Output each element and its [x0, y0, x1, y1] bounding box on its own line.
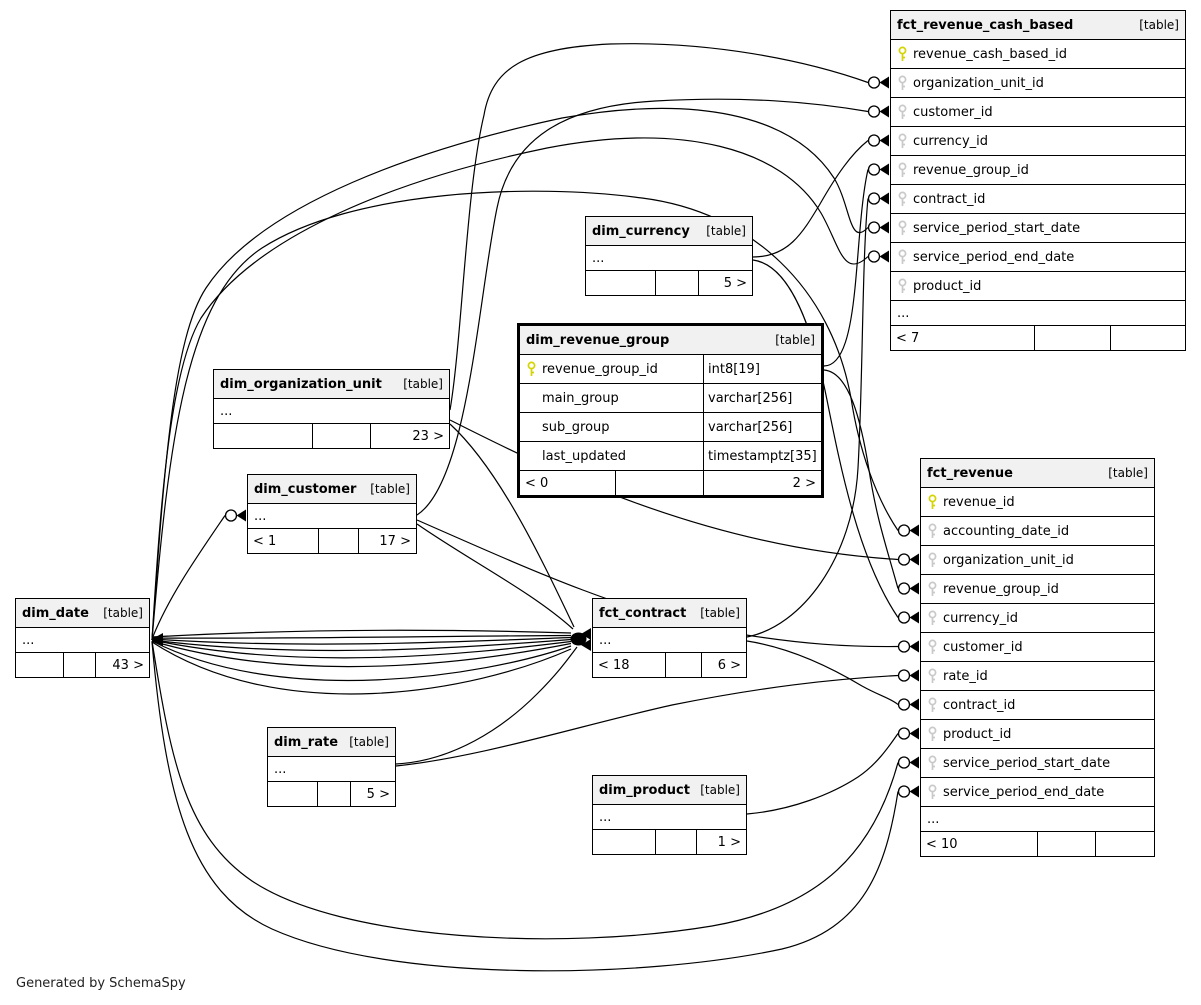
fk-endpoint-circle [899, 728, 910, 739]
column-type: int8[19] [703, 355, 821, 383]
column-row [891, 69, 1185, 98]
column-name: service_period_start_date [943, 755, 1111, 771]
table-footer [593, 830, 746, 854]
column-row [921, 749, 1154, 778]
table-title: dim_organization_unit [220, 376, 382, 392]
column-name: contract_id [943, 697, 1016, 713]
foreign-key-icon [896, 191, 909, 208]
fk-endpoint-arrow [880, 251, 890, 263]
table-header [921, 459, 1154, 488]
column-name: sub_group [542, 419, 610, 435]
column-row [921, 720, 1154, 749]
column-row [921, 546, 1154, 575]
table-badge: [table] [775, 333, 815, 347]
column-row [921, 691, 1154, 720]
ellipsis-row [891, 301, 1185, 326]
relationship-edge [152, 636, 571, 639]
column-row [891, 272, 1185, 301]
table-header [214, 370, 449, 399]
table-badge: [table] [349, 735, 389, 749]
ellipsis-row [214, 399, 449, 424]
ellipsis-row [593, 628, 746, 653]
ellipsis-text: ... [274, 761, 287, 777]
ellipsis-row [586, 246, 752, 271]
column-row [921, 662, 1154, 691]
fk-endpoint-arrow [910, 612, 920, 624]
column-row [891, 243, 1185, 272]
fk-endpoint-arrow [880, 135, 890, 147]
column-name: service_period_end_date [913, 249, 1075, 265]
column-name: rate_id [943, 668, 988, 684]
table-footer [891, 326, 1185, 350]
table-footer [921, 832, 1154, 856]
fk-endpoint-circle [899, 786, 910, 797]
column-row [921, 517, 1154, 546]
table-footer [268, 782, 395, 806]
table-footer [593, 653, 746, 677]
foreign-key-icon [926, 610, 939, 627]
fk-endpoint-arrow [910, 554, 920, 566]
ellipsis-text: ... [22, 632, 35, 648]
foreign-key-icon [926, 726, 939, 743]
fk-endpoint-circle [899, 670, 910, 681]
fk-endpoint-arrow [910, 641, 920, 653]
column-name: revenue_cash_based_id [913, 46, 1067, 62]
fk-endpoint-circle [869, 106, 880, 117]
ellipsis-text: ... [927, 811, 940, 827]
fk-endpoint-circle [899, 699, 910, 710]
ellipsis-row [268, 757, 395, 782]
table-footer [16, 653, 149, 677]
table-dim_currency[interactable] [585, 216, 753, 296]
relationship-edge [152, 641, 571, 680]
table-footer [214, 424, 449, 448]
fk-endpoint-arrow [880, 106, 890, 118]
column-row [520, 413, 821, 442]
parent-count [586, 271, 656, 295]
relationship-edge [824, 170, 868, 367]
table-header [891, 11, 1185, 40]
foreign-key-icon [926, 581, 939, 598]
table-footer [248, 529, 416, 553]
foreign-key-icon [896, 75, 909, 92]
ellipsis-row [921, 807, 1154, 832]
fk-endpoint-circle [869, 135, 880, 146]
column-row [891, 98, 1185, 127]
fk-endpoint-circle [869, 251, 880, 262]
child-count: 1 > [717, 834, 741, 850]
fk-endpoint-arrow [880, 77, 890, 89]
ellipsis-text: ... [254, 508, 267, 524]
foreign-key-icon [896, 133, 909, 150]
relationship-edge [747, 641, 898, 705]
column-type: timestamptz[35] [703, 442, 821, 470]
ellipsis-row [593, 805, 746, 830]
column-row [891, 214, 1185, 243]
footer-spacer [616, 471, 703, 495]
fk-endpoint-arrow [237, 510, 247, 522]
child-count: 43 > [112, 657, 144, 673]
table-footer [520, 471, 821, 495]
fk-endpoint-circle [899, 525, 910, 536]
ellipsis-text: ... [220, 403, 233, 419]
table-dim_organization_unit[interactable] [213, 369, 450, 449]
footer-spacer [656, 271, 699, 295]
column-name: revenue_group_id [943, 581, 1059, 597]
foreign-key-icon [926, 668, 939, 685]
column-row [520, 384, 821, 413]
fk-endpoint-circle [869, 77, 880, 88]
column-row [921, 633, 1154, 662]
column-name: currency_id [913, 133, 989, 149]
column-row [520, 355, 821, 384]
table-title: dim_date [22, 605, 89, 621]
column-row [921, 488, 1154, 517]
table-badge: [table] [370, 482, 410, 496]
table-dim_product[interactable] [592, 775, 747, 855]
foreign-key-icon [926, 552, 939, 569]
fk-endpoint-arrow [910, 699, 920, 711]
generated-by-note: Generated by SchemaSpy [16, 976, 186, 991]
fk-endpoint-arrow [880, 222, 890, 234]
child-count: 2 > [792, 475, 816, 491]
foreign-key-icon [926, 697, 939, 714]
foreign-key-icon [896, 104, 909, 121]
relationship-edge [152, 642, 898, 971]
parent-count [593, 830, 656, 854]
fk-endpoint-circle [899, 757, 910, 768]
column-name: currency_id [943, 610, 1019, 626]
column-name: organization_unit_id [913, 75, 1044, 91]
fk-endpoint-circle [899, 612, 910, 623]
table-header [16, 599, 149, 628]
column-row [891, 185, 1185, 214]
ellipsis-row [16, 628, 149, 653]
parent-count [268, 782, 318, 806]
table-title: dim_currency [592, 223, 690, 239]
table-title: dim_product [599, 782, 690, 798]
table-badge: [table] [1108, 466, 1148, 480]
child-count: 5 > [366, 786, 390, 802]
fk-endpoint-circle [899, 641, 910, 652]
table-badge: [table] [103, 606, 143, 620]
column-row [891, 40, 1185, 69]
fk-endpoint-circle [869, 193, 880, 204]
table-dim_revenue_group[interactable] [517, 323, 824, 498]
footer-spacer [1035, 326, 1111, 350]
footer-spacer [319, 529, 359, 553]
table-badge: [table] [1139, 18, 1179, 32]
foreign-key-icon [896, 249, 909, 266]
child-count: 6 > [717, 657, 741, 673]
relationship-edge [747, 734, 898, 815]
column-name: product_id [943, 726, 1012, 742]
child-count: 5 > [723, 275, 747, 291]
fk-endpoint-arrow [910, 757, 920, 769]
fk-endpoint-arrow [910, 525, 920, 537]
fk-endpoint-arrow [910, 786, 920, 798]
fk-endpoint-circle [899, 554, 910, 565]
column-row [891, 156, 1185, 185]
ellipsis-text: ... [592, 250, 605, 266]
table-header [593, 776, 746, 805]
ellipsis-text: ... [599, 809, 612, 825]
table-title: fct_contract [599, 605, 687, 621]
relationship-edge [396, 676, 898, 767]
ellipsis-text: ... [897, 305, 910, 321]
foreign-key-icon [896, 278, 909, 295]
column-row [921, 778, 1154, 807]
relationship-edge [152, 516, 225, 640]
foreign-key-icon [896, 162, 909, 179]
footer-spacer [64, 653, 96, 677]
ellipsis-text: ... [599, 632, 612, 648]
fk-endpoint-arrow [910, 728, 920, 740]
parent-count [214, 424, 313, 448]
relationship-edge [396, 647, 577, 764]
footer-spacer [666, 653, 701, 677]
footer-spacer [656, 830, 697, 854]
column-name: organization_unit_id [943, 552, 1074, 568]
parent-count: < 1 [248, 529, 319, 553]
column-name: service_period_start_date [913, 220, 1081, 236]
column-name: revenue_group_id [913, 162, 1029, 178]
foreign-key-icon [896, 220, 909, 237]
primary-key-icon [926, 494, 939, 511]
fk-endpoint-circle [869, 222, 880, 233]
column-name: customer_id [913, 104, 993, 120]
footer-spacer [318, 782, 351, 806]
table-title: fct_revenue [927, 465, 1013, 481]
column-row [891, 127, 1185, 156]
table-dim_date[interactable] [15, 598, 150, 678]
column-type: varchar[256] [703, 384, 821, 412]
table-title: dim_revenue_group [526, 332, 670, 348]
table-title: dim_rate [274, 734, 339, 750]
fk-endpoint-arrow [910, 670, 920, 682]
table-fct_contract[interactable] [592, 598, 747, 678]
parent-count: < 0 [520, 471, 616, 495]
table-title: fct_revenue_cash_based [897, 17, 1074, 33]
table-header [268, 728, 395, 757]
table-header [520, 326, 821, 355]
column-name: service_period_end_date [943, 784, 1105, 800]
table-footer [586, 271, 752, 295]
column-name: product_id [913, 278, 982, 294]
footer-spacer [1038, 832, 1096, 856]
column-type: varchar[256] [703, 413, 821, 441]
foreign-key-icon [926, 784, 939, 801]
column-row [921, 604, 1154, 633]
column-name: contract_id [913, 191, 986, 207]
column-name: customer_id [943, 639, 1023, 655]
parent-count: < 10 [921, 832, 1038, 856]
column-name: accounting_date_id [943, 523, 1070, 539]
column-name: revenue_id [943, 494, 1015, 510]
column-name: last_updated [542, 448, 627, 464]
column-name: main_group [542, 390, 619, 406]
column-row [921, 575, 1154, 604]
table-dim_customer[interactable] [247, 474, 417, 554]
table-title: dim_customer [254, 481, 357, 497]
foreign-key-icon [926, 755, 939, 772]
child-count: 17 > [379, 533, 411, 549]
foreign-key-icon [926, 639, 939, 656]
foreign-key-icon [926, 523, 939, 540]
parent-count: < 7 [891, 326, 1035, 350]
table-badge: [table] [700, 783, 740, 797]
table-dim_rate[interactable] [267, 727, 396, 807]
parent-count: < 18 [593, 653, 666, 677]
fk-endpoint-circle [899, 583, 910, 594]
fk-endpoint-arrow [880, 164, 890, 176]
table-header [586, 217, 752, 246]
fk-endpoint-circle [226, 510, 237, 521]
table-header [593, 599, 746, 628]
primary-key-icon [525, 361, 538, 378]
fk-endpoint-arrow [910, 583, 920, 595]
child-count [1096, 832, 1154, 856]
table-badge: [table] [706, 224, 746, 238]
column-name: revenue_group_id [542, 361, 658, 377]
table-badge: [table] [403, 377, 443, 391]
parent-count [16, 653, 64, 677]
child-count: 23 > [412, 428, 444, 444]
ellipsis-row [248, 504, 416, 529]
table-fct_revenue_cash_based[interactable] [890, 10, 1186, 351]
child-count [1111, 326, 1185, 350]
table-badge: [table] [700, 606, 740, 620]
footer-spacer [313, 424, 372, 448]
primary-key-icon [896, 46, 909, 63]
fk-endpoint-arrow [880, 193, 890, 205]
table-fct_revenue[interactable] [920, 458, 1155, 857]
column-row [520, 442, 821, 471]
table-header [248, 475, 416, 504]
fk-endpoint-circle [869, 164, 880, 175]
